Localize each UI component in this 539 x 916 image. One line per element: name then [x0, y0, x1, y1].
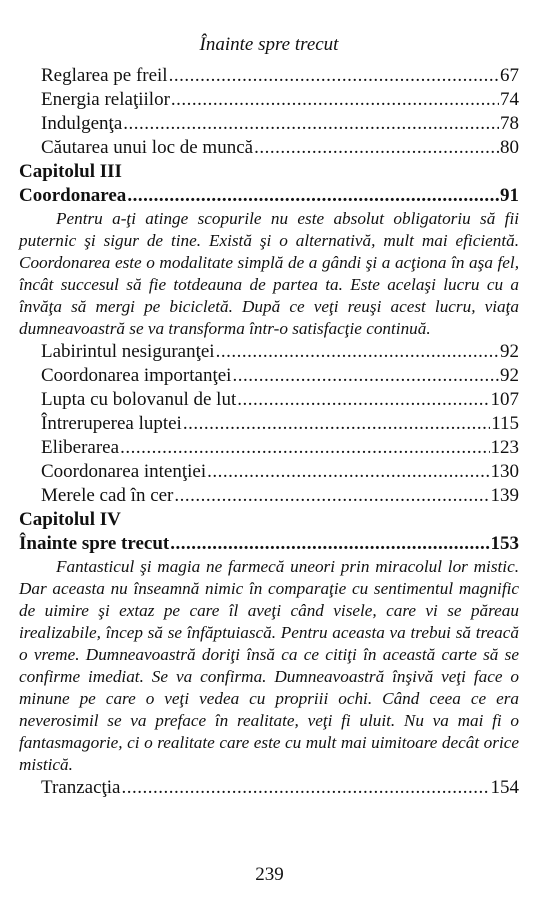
toc-entry-title: Merele cad în cer: [41, 485, 174, 506]
chapter-label: Capitolul III: [19, 161, 122, 182]
toc-entry-page: 92: [500, 365, 519, 386]
dot-leader: [169, 64, 499, 88]
dot-leader: [127, 184, 499, 208]
toc-entry-page: 154: [490, 777, 519, 798]
dot-leader: [174, 484, 489, 508]
toc-entry: [19, 776, 519, 800]
toc-entry-page: 107: [490, 389, 519, 410]
dot-leader: [123, 112, 499, 136]
toc-entry-title: Întreruperea luptei: [41, 413, 182, 434]
chapter-page: 91: [500, 185, 519, 206]
chapter-title-row: [19, 184, 519, 208]
toc-entry-page: 67: [500, 65, 519, 86]
dot-leader: [216, 340, 499, 364]
toc-section-chapter2-tail: [19, 64, 519, 160]
chapter-page: 153: [490, 533, 519, 554]
page-number: 239: [255, 864, 284, 885]
toc-entry-title: Indulgenţa: [41, 113, 123, 134]
toc-entry-title: Energia relaţiilor: [41, 89, 170, 110]
running-head: Înainte spre trecut: [199, 34, 339, 55]
toc-entry-page: 78: [500, 113, 519, 134]
toc-entry: [19, 340, 519, 364]
toc-entry-page: 139: [490, 485, 519, 506]
chapter-title: Coordonarea: [19, 185, 127, 206]
chapter-blurb: Pentru a-ţi atinge scopurile nu este absolut obligatoriu să fii puternic şi sigur de tine. Există şi o alternativă, mult mai eficientă. Coordonarea este o modalitate simplă de a gândi şi a acţiona în aşa fel, încât succesul să fie totdeauna de partea ta. Este acelaşi lucru cu a învăţa să mergi pe bicicletă. După ce veţi reuşi acest lucru, viaţa dumneavoastră se va transforma într-o satisfacţie continuă.: [19, 209, 519, 338]
toc-entry-title: Labirintul nesiguranţei: [41, 341, 215, 362]
dot-leader: [232, 364, 499, 388]
toc-entry-title: Căutarea unui loc de muncă: [41, 137, 254, 158]
dot-leader: [254, 136, 499, 160]
toc-section-chapter4: [19, 508, 519, 800]
toc-entry: [19, 364, 519, 388]
dot-leader: [170, 532, 489, 556]
toc-section-chapter3: [19, 160, 519, 508]
toc-entry-page: 80: [500, 137, 519, 158]
toc-entry: [19, 436, 519, 460]
toc-entry: [19, 412, 519, 436]
chapter-label: Capitolul IV: [19, 509, 121, 530]
chapter-title-row: [19, 532, 519, 556]
dot-leader: [183, 412, 490, 436]
toc-entry-page: 74: [500, 89, 519, 110]
toc-entry: [19, 484, 519, 508]
chapter-blurb: Fantasticul şi magia ne farmecă uneori prin miracolul lor mistic. Dar aceasta nu înseamnă nimic în comparaţie cu sentimentul magnific de uimire şi extaz pe care îl aveţi când visele, care vi se păreau irealizabile, încep să se înfăptuiască. Pentru aceasta va trebui să treacă o vreme. Dumneavoastră doriţi însă ca ce citiţi în această carte să se confirme imediat. Se va confirma. Dumneavoastră înşivă veţi face o minune pe care o veţi vedea cu propriii ochi. Când ceea ce era neverosimil se va preface în realitate, veţi fi uluit. Nu va mai fi o fantasmagorie, ci o realitate care este cu mult mai uimitoare decât orice mistică.: [19, 557, 519, 774]
toc-entry: [19, 460, 519, 484]
toc-entry-title: Lupta cu bolovanul de lut: [41, 389, 237, 410]
toc-entry-page: 130: [490, 461, 519, 482]
toc-entry-title: Reglarea pe freil: [41, 65, 168, 86]
toc-entry: [19, 64, 519, 88]
toc-entry-page: 92: [500, 341, 519, 362]
chapter-title: Înainte spre trecut: [19, 533, 170, 554]
dot-leader: [207, 460, 489, 484]
dot-leader: [122, 776, 490, 800]
dot-leader: [171, 88, 499, 112]
toc-entry: [19, 136, 519, 160]
toc-entry-title: Tranzacţia: [41, 777, 121, 798]
toc-entry: [19, 112, 519, 136]
toc-entry: [19, 388, 519, 412]
toc-entry-title: Coordonarea intenţiei: [41, 461, 207, 482]
toc-entry-page: 123: [490, 437, 519, 458]
toc-entry-title: Coordonarea importanţei: [41, 365, 232, 386]
toc-entry-title: Eliberarea: [41, 437, 120, 458]
toc-entry-page: 115: [491, 413, 519, 434]
dot-leader: [120, 436, 489, 460]
dot-leader: [237, 388, 489, 412]
toc-entry: [19, 88, 519, 112]
